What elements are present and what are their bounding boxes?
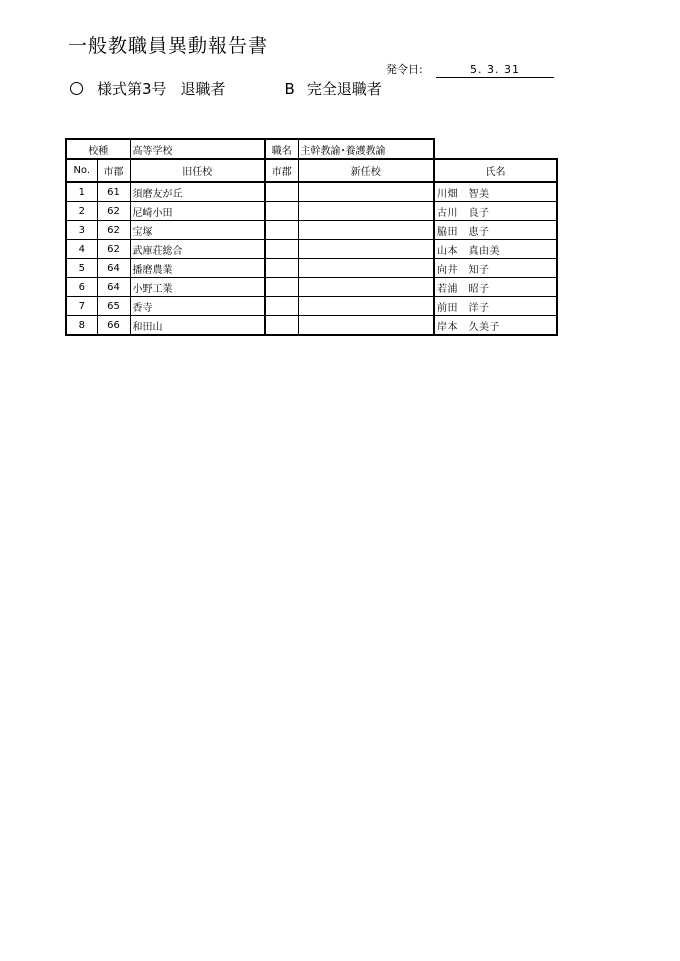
row-old-school: 須磨友が丘 — [130, 182, 265, 202]
row-new-city — [265, 316, 298, 336]
row-new-city — [265, 259, 298, 278]
col-city-header: 市郡 — [97, 159, 130, 182]
row-new-school — [298, 278, 434, 297]
row-old-school: 和田山 — [130, 316, 265, 336]
row-new-city — [265, 221, 298, 240]
position-value: 主幹教諭･養護教諭 — [298, 139, 434, 159]
row-name: 脇田 恵子 — [434, 221, 557, 240]
circle-icon — [70, 82, 83, 95]
row-new-city — [265, 278, 298, 297]
col-new-city-header: 市郡 — [265, 159, 298, 182]
table-row — [66, 202, 557, 221]
row-new-school — [298, 221, 434, 240]
issue-date-value: 5. 3. 31 — [436, 63, 554, 78]
row-city: 62 — [97, 202, 130, 221]
row-new-city — [265, 202, 298, 221]
row-name: 前田 洋子 — [434, 297, 557, 316]
row-new-school — [298, 202, 434, 221]
row-name: 山本 真由美 — [434, 240, 557, 259]
table-row — [66, 297, 557, 316]
row-old-school: 播磨農業 — [130, 259, 265, 278]
category-name: 完全退職者 — [306, 80, 382, 98]
row-new-school — [298, 259, 434, 278]
row-old-school: 小野工業 — [130, 278, 265, 297]
row-city: 64 — [97, 259, 130, 278]
table-row — [66, 278, 557, 297]
row-new-school — [298, 182, 434, 202]
header-row-1 — [66, 139, 557, 159]
row-new-school — [298, 240, 434, 259]
position-label: 職名 — [265, 139, 298, 159]
row-new-school — [298, 316, 434, 336]
header-spacer — [434, 139, 557, 159]
row-city: 62 — [97, 240, 130, 259]
row-name: 川畑 智美 — [434, 182, 557, 202]
row-new-city — [265, 182, 298, 202]
row-old-school: 宝塚 — [130, 221, 265, 240]
table-row — [66, 182, 557, 202]
row-no: 6 — [66, 278, 97, 297]
table-row — [66, 316, 557, 336]
issue-date-line — [386, 61, 554, 78]
form-number: 様式第3号 — [97, 80, 167, 98]
col-new-school-header: 新任校 — [298, 159, 434, 182]
row-no: 3 — [66, 221, 97, 240]
row-city: 66 — [97, 316, 130, 336]
row-no: 5 — [66, 259, 97, 278]
row-city: 64 — [97, 278, 130, 297]
row-old-school: 尼崎小田 — [130, 202, 265, 221]
row-new-city — [265, 240, 298, 259]
row-name: 古川 良子 — [434, 202, 557, 221]
col-name-header: 氏名 — [434, 159, 557, 182]
row-old-school: 香寺 — [130, 297, 265, 316]
personnel-table — [65, 138, 558, 336]
row-old-school: 武庫荘総合 — [130, 240, 265, 259]
row-city: 65 — [97, 297, 130, 316]
row-no: 7 — [66, 297, 97, 316]
row-no: 4 — [66, 240, 97, 259]
issue-date-label: 発令日: — [386, 63, 423, 76]
col-old-school-header: 旧任校 — [130, 159, 265, 182]
school-type-label: 校種 — [66, 139, 130, 159]
row-new-school — [298, 297, 434, 316]
row-new-city — [265, 297, 298, 316]
row-name: 向井 知子 — [434, 259, 557, 278]
row-city: 62 — [97, 221, 130, 240]
table-row — [66, 221, 557, 240]
table-row — [66, 240, 557, 259]
form-line — [70, 78, 382, 99]
form-kind: 退職者 — [180, 80, 226, 98]
category-code: B — [284, 80, 295, 98]
row-name: 岸本 久美子 — [434, 316, 557, 336]
document-title: 一般教職員異動報告書 — [68, 35, 269, 57]
table-row — [66, 259, 557, 278]
row-no: 1 — [66, 182, 97, 202]
school-type-value: 高等学校 — [130, 139, 265, 159]
row-city: 61 — [97, 182, 130, 202]
row-name: 若浦 昭子 — [434, 278, 557, 297]
header-row-2 — [66, 159, 557, 182]
row-no: 2 — [66, 202, 97, 221]
col-no-header: No. — [66, 159, 97, 182]
row-no: 8 — [66, 316, 97, 336]
